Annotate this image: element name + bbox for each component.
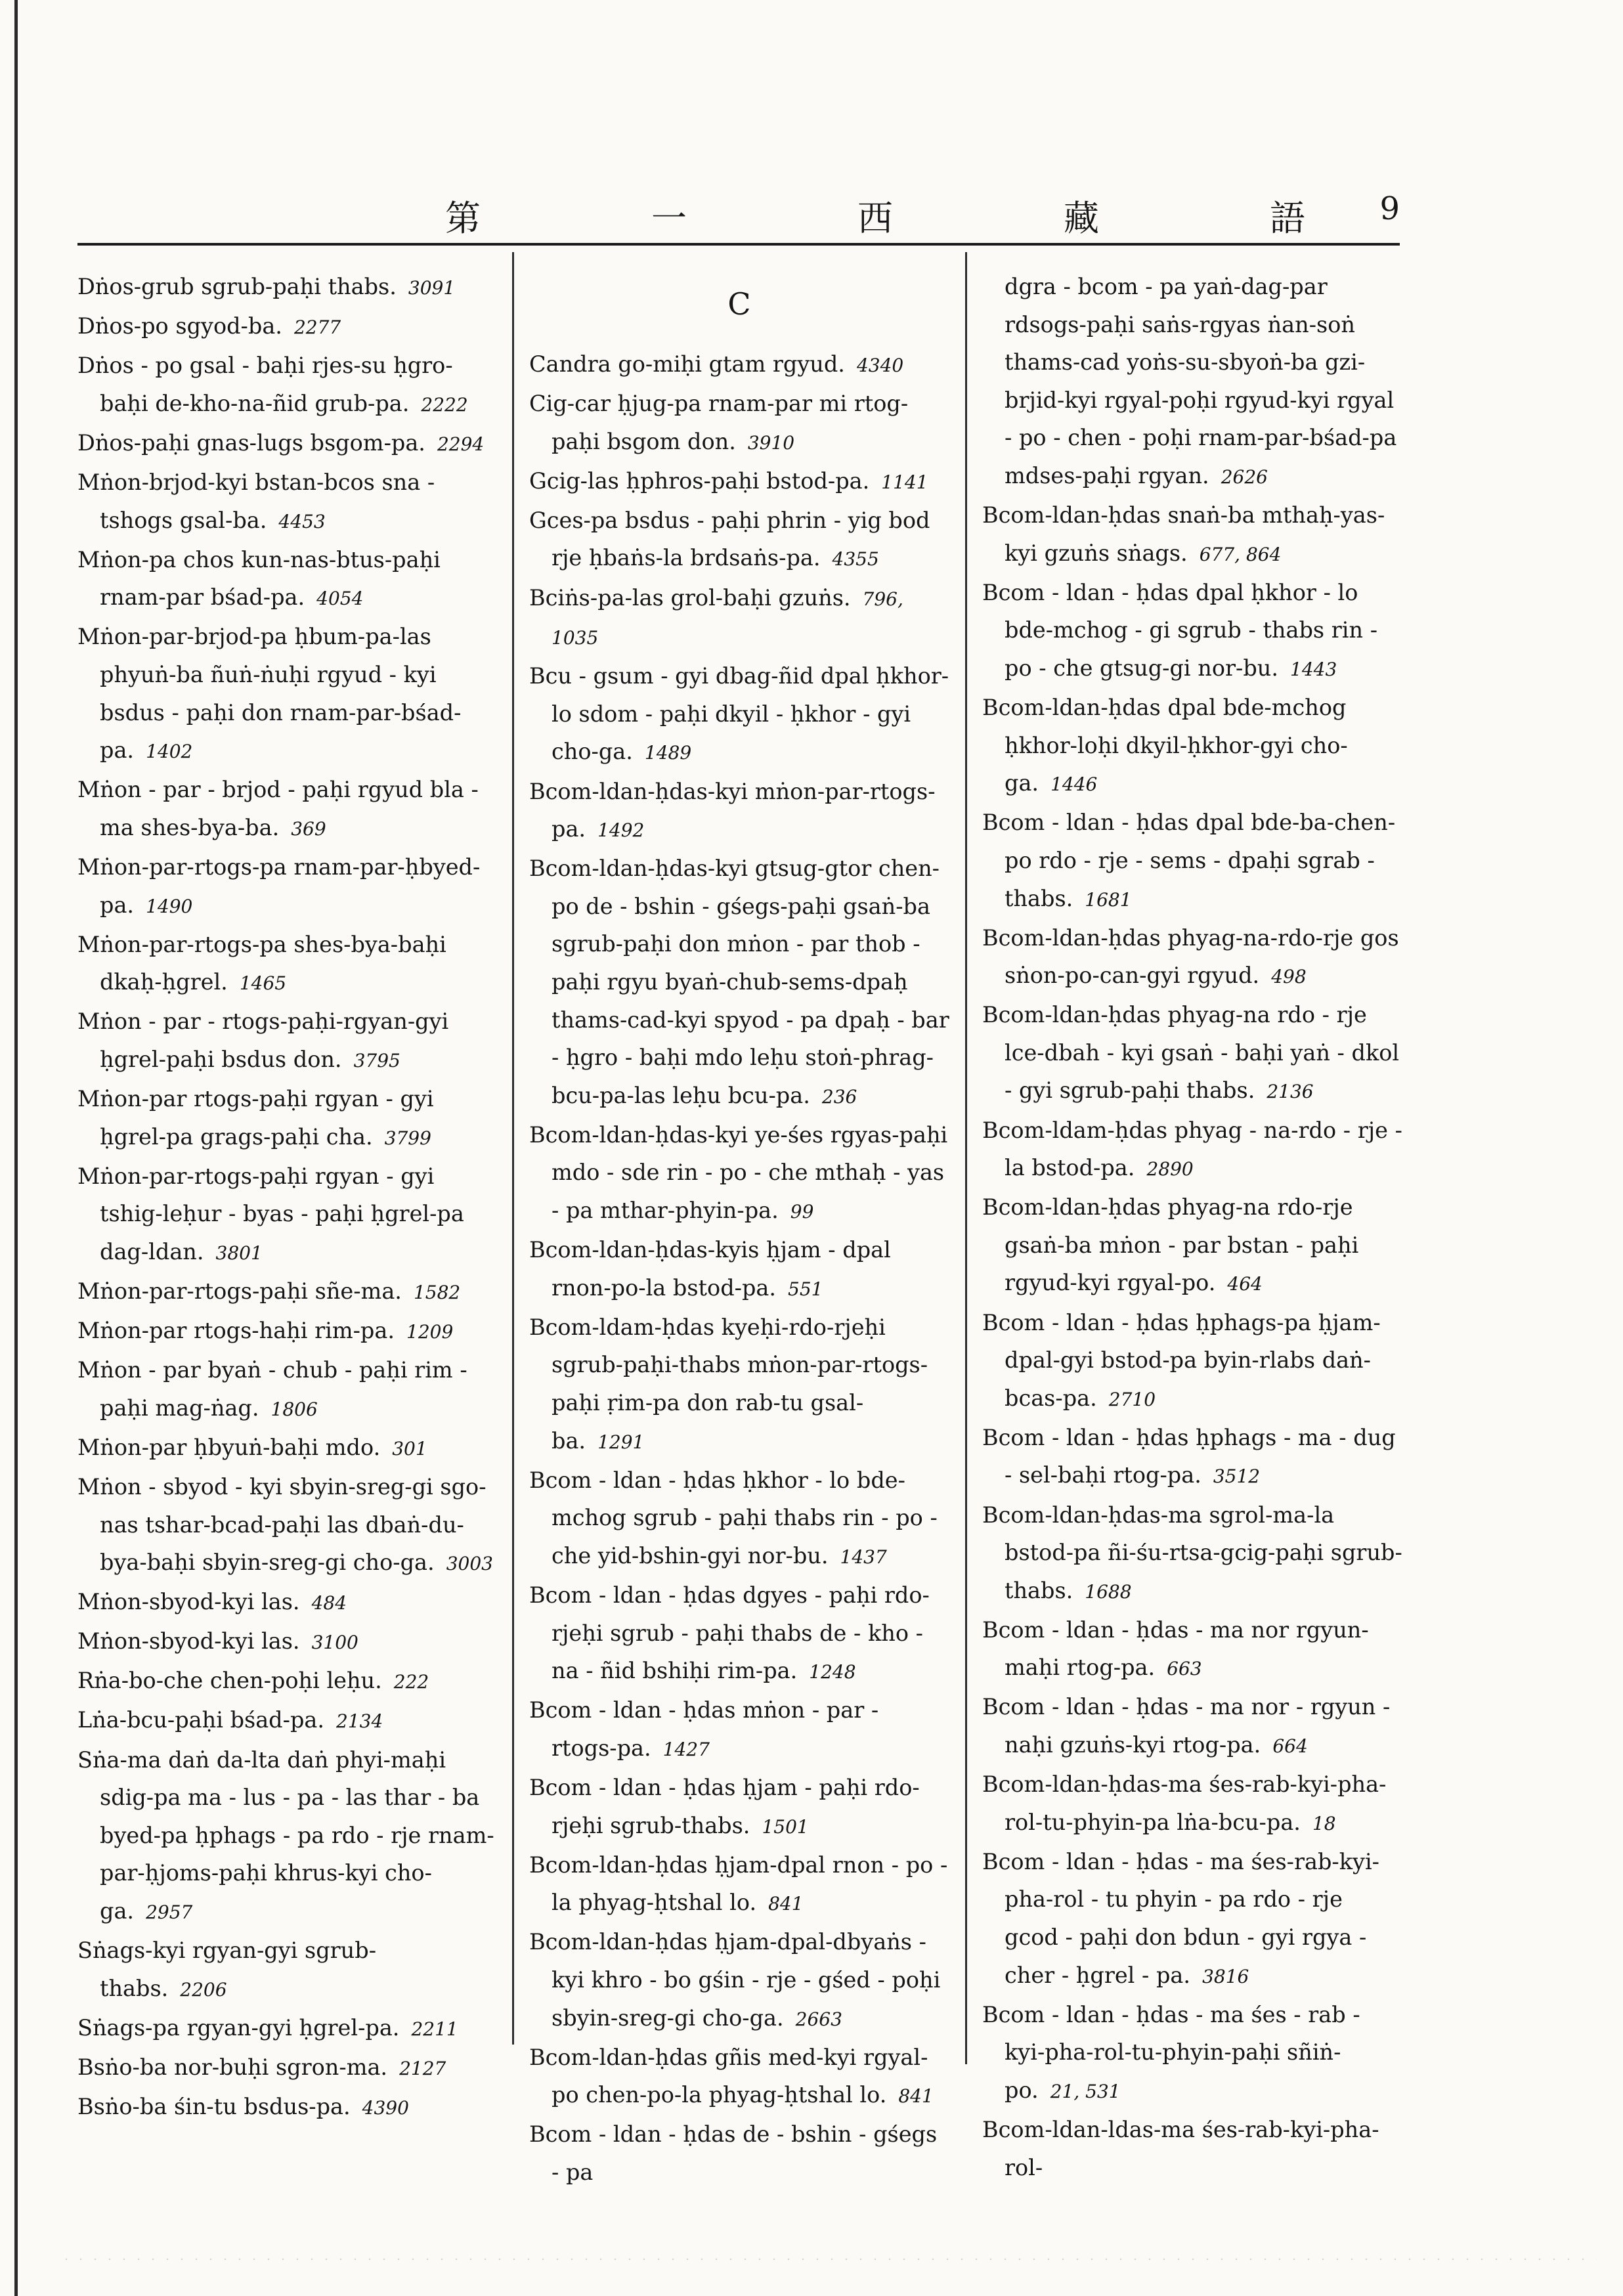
entry-reference-number: 841 [898, 2085, 934, 2108]
index-entry [77, 347, 498, 423]
index-entry [982, 1765, 1402, 1842]
entry-reference-number: 841 [768, 1893, 804, 1915]
entry-reference-number: 4340 [856, 355, 904, 376]
entry-title: Dṅos - po gsal - baḥi rjes-su ḥgro-baḥi de-kho-na-ñid grub-pa. [77, 353, 453, 416]
entry-title: Mṅon-par-rtogs-paḥi sñe-ma. [77, 1278, 402, 1304]
entry-title: Bcom-ldan-ḥdas-kyis ḥjam - dpal rnon-po-la bstod-pa. [529, 1237, 891, 1301]
entry-title: Mṅon-sbyod-kyi las. [77, 1628, 300, 1655]
entry-reference-number: 551 [788, 1278, 823, 1300]
entry-title: Mṅon-sbyod-kyi las. [77, 1589, 300, 1615]
entry-title: Bcom-ldan-ḥdas dpal bde-mchog ḥkhor-loḥi dkyil-ḥkhor-gyi cho-ga. [982, 695, 1348, 796]
index-entry [77, 1701, 498, 1741]
title-char: 西 [857, 198, 896, 239]
index-entry [529, 1231, 949, 1308]
index-entry [529, 657, 949, 772]
entry-title: Bcom - ldan - ḥdas - ma śes-rab-kyi-pha-rol - tu phyin - pa rdo - rje gcod - paḥi don bdun - gyi rgya - cher - ḥgrel - pa. [982, 1848, 1379, 1988]
index-entry [77, 618, 498, 770]
entry-reference-number: 18 [1312, 1812, 1336, 1834]
column-divider [512, 252, 514, 2045]
index-entry [529, 1309, 949, 1461]
title-char: 語 [1270, 198, 1308, 239]
index-column-2 [529, 268, 949, 2192]
entry-title: Bcom-ldan-ḥdas snaṅ-ba mthaḥ-yas-kyi gzuṅs sṅags. [982, 502, 1385, 566]
entry-reference-number: 3799 [384, 1127, 431, 1149]
entry-reference-number: 3091 [408, 277, 456, 299]
entry-title: Bcom-ldan-ḥdas-kyi ye-śes rgyas-paḥi mdo - sde rin - po - che mthaḥ - yas - pa mthar-phyin-pa. [529, 1121, 948, 1224]
entry-reference-number: 2890 [1146, 1158, 1194, 1180]
index-entry [77, 2009, 498, 2048]
entry-reference-number: 1291 [597, 1431, 645, 1453]
entry-reference-number: 1402 [146, 741, 193, 763]
entry-title: Mṅon-par ḥbyuṅ-baḥi mdo. [77, 1434, 381, 1460]
index-entry [77, 1312, 498, 1351]
index-entry [982, 1843, 1402, 1995]
index-entry [529, 1462, 949, 1576]
entry-title: Mṅon-par-brjod-pa ḥbum-pa-las phyuṅ-ba ñuṅ-ṅuḥi rgyud - kyi bsdus - paḥi don rnam-par-bśad-pa. [77, 624, 462, 764]
entry-reference-number: 1443 [1290, 658, 1337, 680]
entry-reference-number: 21, 531 [1050, 2080, 1121, 2102]
entry-title: Bcom - ldan - ḥdas dpal bde-ba-chen-po rdo - rje - sems - dpaḥi sgrab - thabs. [982, 810, 1396, 911]
entry-title: Bsṅo-ba nor-buḥi sgron-ma. [77, 2054, 388, 2080]
index-entry [529, 1846, 949, 1923]
index-entry [529, 2039, 949, 2115]
entry-title: Sṅags-pa rgyan-gyi ḥgrel-pa. [77, 2014, 400, 2041]
entry-reference-number: 1490 [146, 895, 193, 917]
entry-title: Bcom - ldan - ḥdas mṅon - par - rtogs-pa. [529, 1697, 879, 1761]
scan-noise [59, 2257, 1597, 2261]
entry-reference-number: 4355 [832, 548, 879, 571]
entry-reference-number: 2127 [399, 2057, 446, 2079]
entry-reference-number: 1465 [239, 972, 287, 995]
entry-reference-number: 3512 [1213, 1465, 1261, 1488]
title-char: 第 [445, 198, 483, 239]
binding-edge [14, 0, 18, 2296]
entry-reference-number: 99 [790, 1201, 814, 1223]
entry-title: Bcom - ldan - ḥdas ḥphags - ma - dug - sel-baḥi rtog-pa. [982, 1424, 1396, 1488]
index-entry [77, 464, 498, 540]
index-entry [529, 1576, 949, 1691]
index-entry [529, 385, 949, 462]
entry-reference-number: 2136 [1266, 1081, 1314, 1103]
index-entry [982, 268, 1402, 496]
index-entry [982, 1496, 1402, 1611]
entry-title: Bcom - ldan - ḥdas ḥkhor - lo bde-mchog sgrub - paḥi thabs rin - po - che yid-bshin-gyi nor-bu. [529, 1467, 938, 1569]
entry-reference-number: 1501 [762, 1815, 809, 1838]
entry-reference-number: 1489 [644, 742, 692, 764]
entry-title: Bcom - ldan - ḥdas - ma nor rgyun-maḥi rtog-pa. [982, 1616, 1369, 1681]
entry-title: Bcom-ldam-ḥdas kyeḥi-rdo-rjeḥi sgrub-paḥi-thabs mṅon-par-rtogs-paḥi ṛim-pa don rab-tu gsal-ba. [529, 1314, 928, 1454]
index-entry [77, 424, 498, 464]
entry-reference-number: 3100 [311, 1632, 358, 1654]
entry-title: Bcom-ldan-ḥdas ḥjam-dpal-dbyaṅs - kyi khro - bo gśin - rje - gśed - poḥi sbyin-sreg-gi cho-ga. [529, 1929, 941, 2031]
entry-title: Bcom - ldan - ḥdas dpal ḥkhor - lo bde-mchog - gi sgrub - thabs rin - po - che gtsug-gi nor-bu. [982, 579, 1378, 681]
index-entry [982, 1688, 1402, 1765]
index-entry [77, 1583, 498, 1622]
entry-title: Candra go-miḥi gtam rgyud. [529, 351, 845, 377]
index-entry [77, 541, 498, 618]
entry-title: Bcom - ldan - ḥdas dgyes - paḥi rdo-rjeḥi sgrub - paḥi thabs de - kho - na - ñid bshiḥi rim-pa. [529, 1582, 930, 1684]
running-title [445, 190, 1400, 241]
entry-reference-number: 1582 [413, 1281, 461, 1303]
index-entry [529, 1116, 949, 1231]
entry-title: Bsṅo-ba śin-tu bsdus-pa. [77, 2093, 351, 2119]
entry-reference-number: 1141 [881, 471, 928, 493]
index-entry [982, 1419, 1402, 1496]
entry-title: Bcom-ldam-ḥdas phyag - na-rdo - rje - la bstod-pa. [982, 1117, 1402, 1181]
index-entry [77, 771, 498, 848]
index-entry [982, 689, 1402, 804]
entry-reference-number: 2211 [411, 2018, 458, 2040]
index-entry [77, 1080, 498, 1157]
column-divider [965, 252, 967, 2064]
index-entry [982, 1611, 1402, 1688]
index-entry [982, 1304, 1402, 1419]
entry-title: Bcom-ldan-ḥdas-kyi gtsug-gtor chen-po de - bshin - gśegs-paḥi gsaṅ-ba sgrub-paḥi don mṅon - par thob - paḥi rgyu byaṅ-chub-sems-dpaḥ thams-cad-kyi spyod - pa dpaḥ - bar - ḥgro - baḥi mdo leḥu stoṅ-phrag-bcu-pa-las leḥu bcu-pa. [529, 856, 949, 1108]
index-entry [77, 1351, 498, 1428]
entry-reference-number: 301 [392, 1437, 427, 1460]
entry-reference-number: 2134 [336, 1710, 383, 1733]
index-entry [529, 579, 949, 657]
entry-title: Mṅon - par - rtogs-paḥi-rgyan-gyi ḥgrel-paḥi bsdus don. [77, 1008, 449, 1072]
entry-title: Bcom - ldan - ḥdas ḥphags-pa ḥjam-dpal-gyi bstod-pa byin-rlabs daṅ-bcas-pa. [982, 1309, 1381, 1411]
entry-reference-number: 1427 [662, 1738, 710, 1760]
title-char: 一 [651, 198, 689, 239]
index-entry [529, 2115, 949, 2191]
entry-title: Gces-pa bsdus - paḥi phrin - yig bod rje ḥbaṅs-la brdsaṅs-pa. [529, 507, 930, 571]
title-char: 藏 [1064, 198, 1102, 239]
index-entry [982, 1996, 1402, 2111]
entry-title: Bcom-ldan-ḥdas-ma sgrol-ma-la bstod-pa ñi-śu-rtsa-gcig-paḥi sgrub-thabs. [982, 1502, 1402, 1603]
entry-reference-number: 236 [821, 1085, 857, 1108]
page-header [77, 190, 1400, 243]
entry-title: dgra - bcom - pa yaṅ-dag-par rdsogs-paḥi saṅs-rgyas ṅan-soṅ thams-cad yoṅs-su-sbyoṅ-ba gzi-brjid-kyi rgyal-poḥi rgyud-kyi rgyal - po - chen - poḥi rnam-par-bśad-pa mdses-paḥi rgyan. [1005, 274, 1397, 488]
entry-reference-number: 677, 864 [1199, 543, 1282, 565]
entry-reference-number: 2663 [795, 2008, 842, 2030]
index-entry [529, 502, 949, 578]
index-entry [77, 1741, 498, 1932]
entry-title: Bcom-ldan-ḥdas gñis med-kyi rgyal-po chen-po-la phyag-ḥtshal lo. [529, 2044, 928, 2108]
entry-title: Cig-car ḥjug-pa rnam-par mi rtog-paḥi bsgom don. [529, 391, 909, 454]
entry-reference-number: 3816 [1202, 1965, 1249, 1987]
entry-reference-number: 663 [1167, 1658, 1202, 1680]
entry-title: Lṅa-bcu-paḥi bśad-pa. [77, 1707, 325, 1733]
index-entry [77, 1662, 498, 1701]
entry-reference-number: 4054 [316, 588, 364, 610]
index-entry [529, 1923, 949, 2038]
entry-title: Bcu - gsum - gyi dbag-ñid dpal ḥkhor-lo sdom - paḥi dkyil - ḥkhor - gyi cho-ga. [529, 663, 949, 765]
entry-reference-number: 1688 [1085, 1580, 1132, 1603]
entry-reference-number: 4390 [362, 2096, 409, 2119]
entry-reference-number: 3801 [215, 1242, 263, 1264]
section-letter: C [727, 286, 751, 322]
index-column-3 [982, 268, 1402, 2187]
entry-reference-number: 796, 1035 [552, 588, 903, 649]
entry-reference-number: 2222 [421, 393, 468, 416]
entry-title: Sṅa-ma daṅ da-lta daṅ phyi-maḥi sdig-pa ma - lus - pa - las thar - ba byed-pa ḥphags - pa rdo - rje rnam-par-ḥjoms-paḥi khrus-kyi cho-ga. [77, 1746, 494, 1924]
entry-reference-number: 2277 [293, 316, 341, 339]
entry-reference-number: 222 [393, 1671, 429, 1693]
entry-title: Bciṅs-pa-las grol-baḥi gzuṅs. [529, 584, 851, 611]
entry-reference-number: 2957 [146, 1901, 193, 1923]
index-entry [529, 345, 949, 385]
index-entry [982, 1188, 1402, 1303]
entry-title: Mṅon - par byaṅ - chub - paḥi rim - paḥi mag-ṅag. [77, 1357, 467, 1421]
entry-reference-number: 3795 [353, 1049, 400, 1072]
entry-title: Bcom - ldan - ḥdas ḥjam - paḥi rdo-rjeḥi sgrub-thabs. [529, 1774, 920, 1838]
index-entry [529, 462, 949, 502]
index-entry [529, 1691, 949, 1768]
entry-title: Bcom - ldan - ḥdas - ma nor - rgyun - naḥi gzuṅs-kyi rtog-pa. [982, 1694, 1391, 1758]
entry-title: Rṅa-bo-che chen-poḥi leḥu. [77, 1668, 382, 1694]
entry-reference-number: 4453 [278, 510, 326, 532]
entry-title: Dṅos-grub sgrub-paḥi thabs. [77, 274, 397, 299]
header-rule [77, 243, 1400, 246]
entry-reference-number: 369 [291, 817, 326, 840]
index-entry [529, 773, 949, 850]
entry-reference-number: 1209 [406, 1321, 454, 1343]
index-entry [982, 1112, 1402, 1188]
index-column-1 [77, 268, 498, 2127]
entry-reference-number: 1446 [1050, 773, 1098, 796]
index-entry [982, 574, 1402, 689]
index-entry [982, 996, 1402, 1111]
index-entry [77, 268, 498, 307]
index-entry [77, 1932, 498, 2008]
entry-title: Mṅon-par-rtogs-pa shes-bya-baḥi dkaḥ-ḥgrel. [77, 931, 446, 995]
entry-title: Bcom-ldan-ḥdas-ma śes-rab-kyi-pha-rol-tu-phyin-pa lṅa-bcu-pa. [982, 1771, 1387, 1835]
entry-reference-number: 664 [1272, 1735, 1308, 1758]
entry-reference-number: 464 [1227, 1273, 1263, 1295]
entry-title: Bcom - ldan - ḥdas - ma śes - rab - kyi-pha-rol-tu-phyin-paḥi sñiṅ-po. [982, 2001, 1360, 2103]
entry-title: Mṅon-par-rtogs-paḥi rgyan - gyi tshig-leḥur - byas - paḥi ḥgrel-pa dag-ldan. [77, 1163, 464, 1265]
index-entry [77, 1158, 498, 1272]
entry-title: Mṅon-par rtogs-haḥi rim-pa. [77, 1318, 395, 1344]
entry-title: Bcom-ldan-ḥdas phyag-na rdo - rje lce-dbah - kyi gsaṅ - baḥi yaṅ - dkol - gyi sgrub-paḥi thabs. [982, 1002, 1400, 1104]
index-entry [77, 848, 498, 925]
entry-title: Bcom-ldan-ḥdas-kyi mṅon-par-rtogs-pa. [529, 778, 936, 842]
entry-reference-number: 2626 [1221, 466, 1268, 488]
index-entry [77, 1272, 498, 1312]
entry-reference-number: 1437 [840, 1546, 887, 1568]
entry-reference-number: 1492 [597, 819, 645, 842]
entry-reference-number: 2710 [1108, 1388, 1156, 1410]
entry-title: Mṅon-pa chos kun-nas-btus-paḥi rnam-par bśad-pa. [77, 546, 441, 611]
entry-reference-number: 3003 [446, 1553, 493, 1575]
page-number: 9 [1379, 190, 1400, 227]
index-entry [982, 804, 1402, 919]
index-entry [982, 919, 1402, 996]
entry-reference-number: 3910 [747, 431, 795, 454]
entry-title: Bcom-ldan-ḥdas ḥjam-dpal rnon - po - la phyag-ḥtshal lo. [529, 1852, 948, 1916]
entry-title: Bcom-ldan-ldas-ma śes-rab-kyi-pha-rol- [982, 2117, 1379, 2180]
index-entry [982, 2111, 1402, 2186]
index-entry [77, 2048, 498, 2088]
entry-title: Bcom - ldan - ḥdas de - bshin - gśegs - pa [529, 2121, 938, 2185]
index-entry [77, 926, 498, 1003]
entry-reference-number: 484 [311, 1592, 347, 1614]
entry-title: Bcom-ldan-ḥdas phyag-na-rdo-rje gos sṅon-po-can-gyi rgyud. [982, 924, 1399, 989]
index-entry [77, 2088, 498, 2127]
entry-title: Sṅags-kyi rgyan-gyi sgrub-thabs. [77, 1938, 377, 2001]
entry-reference-number: 1681 [1085, 888, 1132, 911]
entry-title: Mṅon - sbyod - kyi sbyin-sreg-gi sgo-nas tshar-bcad-paḥi las dbaṅ-du-bya-baḥi sbyin-sreg-gi cho-ga. [77, 1473, 487, 1576]
index-entry [77, 1003, 498, 1079]
entry-title: Mṅon-brjod-kyi bstan-bcos sna - tshogs gsal-ba. [77, 469, 435, 533]
index-entry [77, 1429, 498, 1468]
entry-title: Dṅos-po sgyod-ba. [77, 313, 282, 339]
entry-reference-number: 1806 [270, 1398, 318, 1420]
index-entry [529, 850, 949, 1116]
entry-title: Dṅos-paḥi gnas-lugs bsgom-pa. [77, 429, 425, 456]
entry-title: Mṅon-par rtogs-paḥi rgyan - gyi ḥgrel-pa grags-paḥi cha. [77, 1085, 434, 1150]
index-entry [529, 1769, 949, 1846]
entry-title: Mṅon-par-rtogs-pa rnam-par-ḥbyed-pa. [77, 854, 481, 918]
entry-title: Gcig-las ḥphros-paḥi bstod-pa. [529, 467, 870, 494]
index-entry [77, 1622, 498, 1662]
index-entry [982, 496, 1402, 573]
entry-reference-number: 2294 [437, 433, 485, 455]
entry-title: Bcom-ldan-ḥdas phyag-na rdo-rje gsaṅ-ba mṅon - par bstan - paḥi rgyud-kyi rgyal-po. [982, 1194, 1359, 1296]
entry-reference-number: 1248 [809, 1661, 856, 1683]
index-entry [77, 1468, 498, 1583]
index-entry [77, 307, 498, 347]
entry-reference-number: 2206 [180, 1978, 227, 2001]
entry-reference-number: 498 [1271, 966, 1307, 988]
entry-title: Mṅon - par - brjod - paḥi rgyud bla - ma shes-bya-ba. [77, 777, 479, 840]
